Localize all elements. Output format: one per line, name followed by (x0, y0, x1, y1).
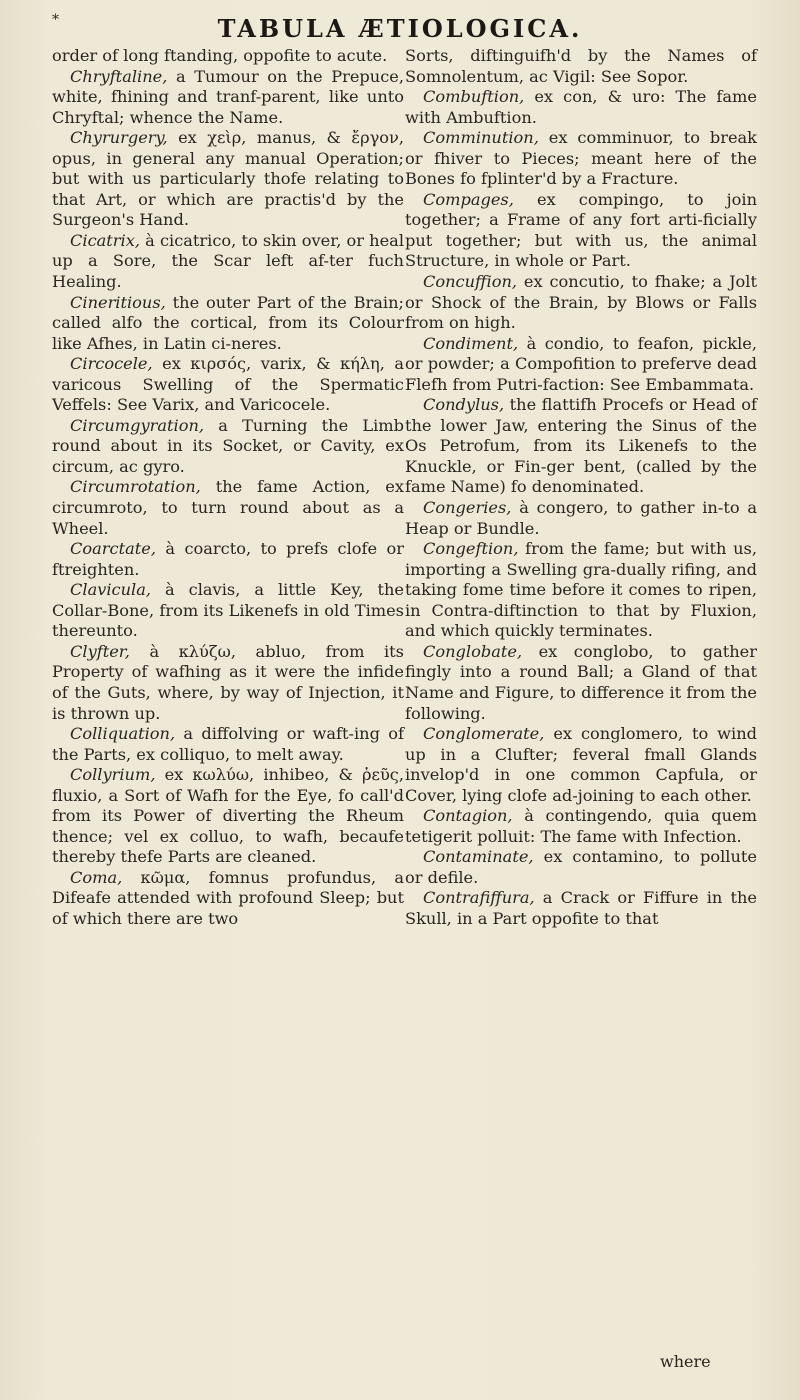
entry-definition: ex conglobo, to gather fingly into a round Ball; a Gland of that Name and Figure, to difference it from the following. (405, 641, 757, 723)
left-column (52, 46, 404, 930)
dictionary-entry (405, 642, 757, 724)
entry-definition: à clavis, a little Key, the Collar-Bone, from its Likenefs in old Times thereunto. (52, 580, 404, 641)
entry-definition: ex κιρσός, varix, & κήλη, a varicous Swelling of the Spermatic Veffels: See Varix, and Varicocele. (52, 354, 404, 415)
dictionary-entry (52, 293, 404, 355)
dictionary-entry (405, 724, 757, 806)
entry-term: Contagion, (423, 806, 513, 826)
entry-term: Cicatrix, (70, 230, 140, 250)
entry-term: Congeftion, (423, 539, 519, 559)
dictionary-entry (52, 765, 404, 868)
entry-definition: the flattifh Procefs or Head of the lower Jaw, entering the Sinus of the Os Petrofum, from its Likenefs to the Knuckle, or Fin-ger bent, (called by the fame Name) fo denominated. (405, 395, 757, 497)
dictionary-entry (52, 67, 404, 129)
entry-definition: the fame Action, ex circumroto, to turn round about as a Wheel. (52, 477, 404, 538)
entry-definition: a diffolving or waft-ing of the Parts, ex colliquo, to melt away. (52, 724, 404, 764)
page-mark: * (52, 12, 59, 28)
dictionary-entry (405, 46, 757, 87)
entry-term: Comminution, (423, 128, 539, 148)
dictionary-entry (52, 868, 404, 930)
entry-term: Chryftaline, (70, 66, 168, 86)
dictionary-entry (405, 334, 757, 396)
catchword: where (660, 1352, 711, 1371)
right-column (405, 46, 757, 930)
dictionary-entry (52, 539, 404, 580)
entry-definition: ex comminuor, to break or fhiver to Pieces; meant here of the Bones fo fplinter'd by a Fracture. (405, 128, 757, 189)
dictionary-entry (405, 498, 757, 539)
dictionary-entry (52, 477, 404, 539)
entry-definition: ex contamino, to pollute or defile. (405, 847, 757, 887)
dictionary-entry (52, 642, 404, 724)
entry-term: Chyrurgery, (70, 128, 168, 148)
entry-definition: ex conglomero, to wind up in a Clufter; feveral fmall Glands invelop'd in one common Capfula, or Cover, lying clofe ad-joining to each other. (405, 724, 757, 805)
entry-definition: ex con, & uro: The fame with Ambuftion. (405, 87, 757, 127)
entry-term: Congeries, (423, 498, 512, 518)
entry-definition: ex χεὶρ, manus, & ἔργον, opus, in general any manual Operation; but with us particularly thofe relating to that Art, or which are practis'd by the Surgeon's Hand. (52, 128, 404, 230)
entry-definition: à contingendo, quia quem tetigerit polluit: The fame with Infection. (405, 806, 757, 846)
dictionary-entry (52, 231, 404, 293)
entry-term: Coarctate, (70, 539, 156, 559)
dictionary-entry (405, 87, 757, 128)
entry-definition: ex concutio, to fhake; a Jolt or Shock of the Brain, by Blows or Falls from on high. (405, 272, 757, 333)
entry-definition: from the fame; but with us, importing a Swelling gra-dually rifing, and taking fome time before it comes to ripen, in Contra-diftinction to that by Fluxion, and which quickly terminates. (405, 539, 757, 641)
entry-definition: ex κωλύω, inhibeo, & ῥεῦς, fluxio, a Sort of Wafh for the Eye, fo call'd from its Power of diverting the Rheum thence; vel ex colluo, to wafh, becaufe thereby thefe Parts are cleaned. (52, 765, 404, 867)
entry-term: Combuftion, (423, 87, 525, 107)
dictionary-entry (52, 416, 404, 478)
dictionary-entry (405, 806, 757, 847)
entry-term: Compages, (423, 189, 514, 209)
entry-term: Coma, (70, 867, 123, 887)
entry-term: Conglomerate, (423, 724, 545, 744)
entry-term: Circumrotation, (70, 477, 201, 497)
entry-term: Cineritious, (70, 292, 166, 312)
dictionary-entry (405, 395, 757, 498)
dictionary-entry (405, 272, 757, 334)
entry-term: Concuffion, (423, 272, 518, 292)
dictionary-entry (405, 888, 757, 929)
entry-definition: order of long ftanding, oppofite to acute. (52, 46, 388, 65)
running-head: TABULA ÆTIOLOGICA. (217, 14, 583, 43)
dictionary-entry (52, 354, 404, 416)
entry-definition: ex compingo, to join together; a Frame of any fort arti-ficially put together; but with us, the animal Structure, in whole or Part. (405, 189, 757, 271)
entry-term: Conglobate, (423, 641, 523, 661)
dictionary-entry (52, 580, 404, 642)
dictionary-entry (405, 847, 757, 888)
dictionary-entry (405, 190, 757, 272)
entry-definition: a Tumour on the Prepuce, white, fhining and tranf-parent, like unto Chryftal; whence the Name. (52, 66, 404, 127)
entry-term: Collyrium, (70, 765, 156, 785)
entry-definition: à coarcto, to prefs clofe or ftreighten. (52, 539, 404, 579)
dictionary-entry (52, 128, 404, 231)
dictionary-entry (405, 128, 757, 190)
entry-definition: à condio, to feafon, pickle, or powder; a Compofition to preferve dead Flefh from Putri-faction: See Embammata. (405, 333, 757, 394)
entry-term: Condiment, (423, 333, 519, 353)
entry-term: Circocele, (70, 354, 153, 374)
entry-term: Clyfter, (70, 641, 130, 661)
entry-term: Circumgyration, (70, 415, 205, 435)
entry-definition: à congero, to gather in-to a Heap or Bundle. (405, 498, 757, 538)
entry-term: Contrafiffura, (423, 888, 535, 908)
entry-definition: Sorts, diftinguifh'd by the Names of Somnolentum, ac Vigil: See Sopor. (405, 46, 757, 86)
entry-term: Condylus, (423, 395, 505, 415)
dictionary-entry (405, 539, 757, 642)
dictionary-entry (52, 724, 404, 765)
entry-term: Colliquation, (70, 724, 176, 744)
entry-definition: κῶμα, fomnus profundus, a Difeafe attended with profound Sleep; but of which there are two (52, 867, 404, 928)
entry-definition: a Turning the Limb round about in its Socket, or Cavity, ex circum, ac gyro. (52, 415, 404, 476)
entry-definition: a Crack or Fiffure in the Skull, in a Part oppofite to that (405, 888, 757, 928)
dictionary-entry (52, 46, 404, 67)
entry-definition: the outer Part of the Brain; called alfo the cortical, from its Colour like Afhes, in Latin ci-neres. (52, 292, 404, 353)
entry-term: Contaminate, (423, 847, 534, 867)
entry-term: Clavicula, (70, 580, 152, 600)
entry-definition: à κλύζω, abluo, from its Property of wafhing as it were the infide of the Guts, where, by way of Injection, it is thrown up. (52, 641, 404, 723)
entry-definition: à cicatrico, to skin over, or heal up a Sore, the Scar left af-ter fuch Healing. (52, 230, 404, 292)
